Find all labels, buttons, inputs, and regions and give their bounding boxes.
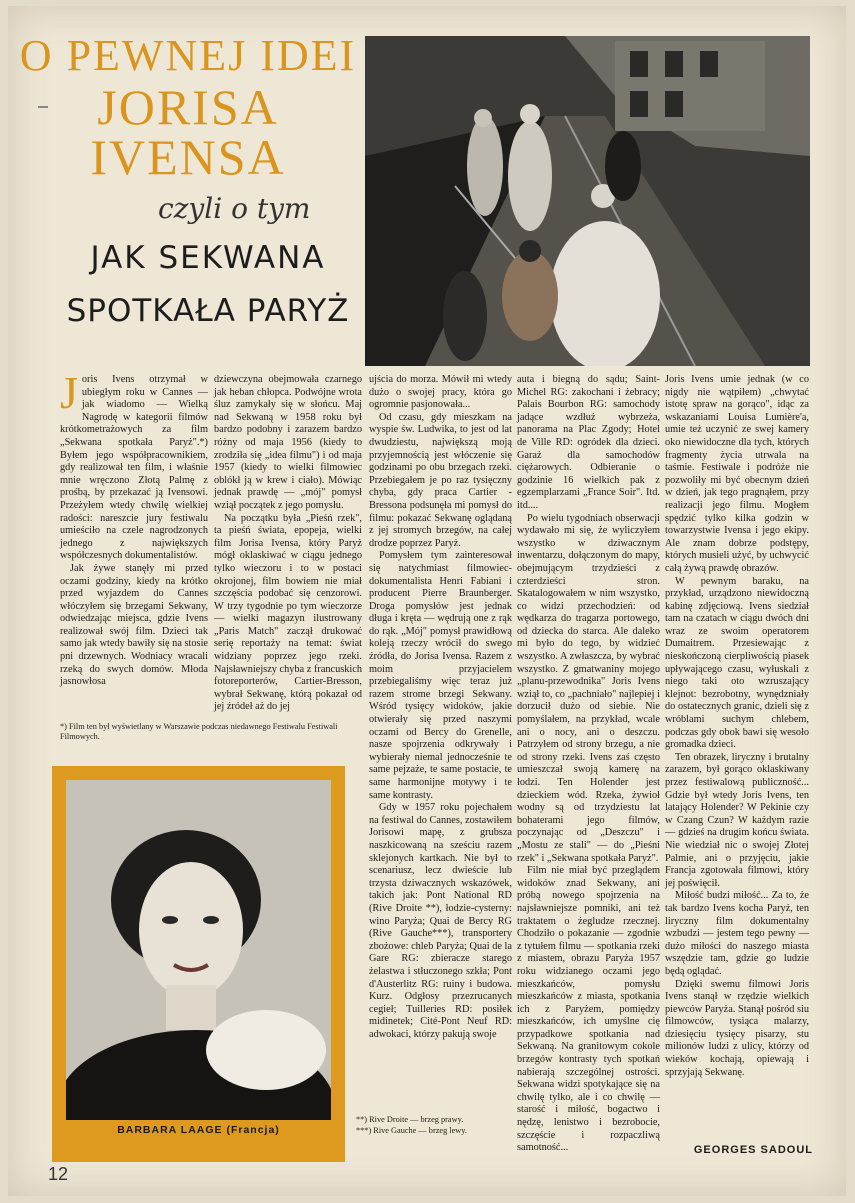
portrait-photo bbox=[66, 780, 331, 1120]
film-set-photo bbox=[365, 36, 810, 366]
paragraph: Miłość budzi miłość... Za to, że tak bardzo Ivens kocha Paryż, ten liryczny film dokumentalny wzbudzi — jestem tego pewny — dużo miłości do naszego miasta wszędzie tam, gdzie go ludzie będą oglądać. bbox=[665, 890, 809, 977]
drop-cap: J bbox=[60, 367, 78, 418]
page-number: 12 bbox=[48, 1164, 69, 1184]
paragraph: Ten obrazek, liryczny i brutalny zarazem, był gorąco oklaskiwany przez festiwalową publiczność... Gdzie był wtedy Joris Ivens, ten latający Holender? W Pekinie czy w Czang Czun? W każdym razie — gdzieś na drugim końcu świata. Nie wiedział nic o swojej Złotej Palmie, ani o przyjęciu, jakie Francja zgotowała filmowi, który jej poświęcił. bbox=[665, 751, 809, 889]
subtitle-line-1: JAK SEKWANA bbox=[90, 240, 326, 276]
paragraph: dziewczyna obejmowała czarnego jak heban chłopca. Podwójne wrota śluz zamykały się w słońcu. Maj nad Sekwaną w 1958 roku był bardzo podobny i zarazem bardzo różny od maja 1956 (kiedy to zrodziła się „idea filmu") i od maja 1957 (kiedy to wielki filmowiec oblókł ją w krew i ciało). Mówiąc jednak prawdę — „mój" pomysł wziął początek z jego pomysłu. bbox=[214, 374, 362, 511]
title-line-2: JORISA bbox=[97, 79, 279, 135]
film-set-photo-illustration bbox=[365, 36, 810, 366]
paragraph: Po wielu tygodniach obserwacji wydawało mi się, że wyliczyłem wszystko w dziwacznym inwentarzu, dołączonym do mapy, obejmującym trzydzieści z czterdzieści stron. Skatalogowałem w nim wszystko, co widzi przechodzień: od wędkarza do tragarza portowego, od dziecka do starca. Ale daleko mi było do tego, by widzieć wszystko. A zwłaszcza, by wybrać wszystko. Z gmatwaniny mojego „planu-przewodnika" Joris Ivens wziął to, co „pachniało" najlepiej i dorzucił dużo od siebie. Nie pomyślałem, na przykład, wcale ani o nocy, ani o deszczu. Patrzyłem od strony brzegu, a nie od strony rzeki. Ivens zaś często umieszczał swoją kamerę na łodzi. Ten Holender jest dzieckiem wód. Rzeka, żywioł wodny są od trzydziestu lat bohaterami jego filmów, poczynając od „Deszczu" i „Mostu ze stali" — do „Pieśni rzek" i „Sekwana spotkała Paryż". bbox=[517, 512, 660, 864]
footnote-film: *) Film ten był wyświetlany w Warszawie podczas niedawnego Festiwalu Festiwali Filmowych. bbox=[60, 722, 338, 741]
footnote-rive bbox=[356, 1114, 506, 1136]
footnote-rive-droite: **) Rive Droite — brzeg prawy. bbox=[356, 1115, 464, 1124]
portrait-illustration bbox=[66, 780, 331, 1120]
paragraph: Od czasu, gdy mieszkam na wyspie św. Ludwika, to jest od lat dwudziestu, największą moją przyjemnością jest włóczenie się godzinami po obu brzegach rzeki. Przebiegałem je po raz tysięczny chyba, gdy praca Cartier - Bressona podsunęła mi pomysł do filmu: pokazać Sekwanę oglądaną z jej stromych brzegów, na całej drodze poprzez Paryż. bbox=[369, 411, 512, 549]
subtitle-script: czyli o tym bbox=[158, 192, 311, 225]
paragraph: Dzięki swemu filmowi Joris Ivens stanął w rzędzie wielkich piewców Paryża. Stanął pośród siu filmowców, tysiąca malarzy, dziesięciu tysięcy pisarzy, stu milionów ludzi z ulicy, którzy od wieków kochają, opiewają i sprzyjają Sekwanę. bbox=[665, 978, 809, 1078]
photo-caption: BARBARA LAAGE (Francja) bbox=[117, 1124, 280, 1136]
magazine-page bbox=[8, 6, 846, 1196]
title-line-3: IVENSA bbox=[90, 129, 286, 185]
article-column-1 bbox=[60, 367, 208, 689]
paragraph: Jak żywe stanęły mi przed oczami godziny, kiedy na krótko przed wyjazdem do Cannes włóczyłem się brzegami Sekwany, odwiedzając miejsca, gdzie Ivens realizował swój film. Dzieci tak samo jak wtedy bawiły się na stosie pni drzewnych. Wodniacy wracali rzeką do swych domów. Młoda jasnowłosa bbox=[60, 562, 208, 688]
title-line-1: O PEWNEJ IDEI bbox=[19, 31, 357, 80]
article-column-2 bbox=[214, 374, 362, 714]
article-column-4 bbox=[517, 374, 660, 1155]
paragraph: Film nie miał być przeglądem widoków znad Sekwany, ani próbą nowego spojrzenia na najsławniejsze pomniki, ani też traktatem o żegludze rzecznej. Chodziło o pokazanie — zgodnie z tytułem filmu — spotkania rzeki z miastem, obrazu Paryża 1957 roku widzianego oczami jego mieszkańców, pomysłu mieszkańców z miasta, spotkania ich z Paryżem, pomiędzy mieszkańców, ich umyślne cię przypadkowe spotkania nad Sekwaną. Na granitowym cokole brzegów kontrasty tych spotkań nabierają szczególnej ostrości. Sekwana widzi spotykające się na chwilę tylko, ale i co chwilę — starość i miłość, bogactwo i nędzę, lenistwo i bezrobocie, szczęście i rozpaczliwą samotność... bbox=[517, 865, 660, 1154]
paragraph: ujścia do morza. Mówił mi wtedy dużo o swojej pracy, która go ogromnie pasjonowała... bbox=[369, 374, 512, 411]
portrait-frame bbox=[52, 766, 345, 1162]
article-column-5 bbox=[665, 374, 809, 1079]
subtitle-line-2: SPOTKAŁA PARYŻ bbox=[66, 293, 350, 329]
paragraph: auta i biegną do sądu; Saint-Michel RG: zakochani i żebracy; Palais Bourbon RG: samochody jadące wzdłuż wybrzeża, panorama na Plac Zgody; Hotel de Ville RD: ogródek dla dzieci. Garaż dla samochodów ciężarowych. Odbieranie o godzinie 16 wielkich pak z egzemplarzami „France Soir". Itd. itd.... bbox=[517, 374, 660, 511]
author-name: GEORGES SADOUL bbox=[693, 1144, 813, 1156]
paragraph: Joris Ivens umie jednak (w co nigdy nie wątpiłem) „chwytać istotę spraw na gorąco", idąc za wskazaniami Louisa Lumière'a, umie też uczynić ze swej kamery oko niewidoczne dla tych, których fragmenty życia utrwala na taśmie. Festiwale i podróże nie pozwoliły mi być obecnym dzień w dzień, jak tego pragnąłem, przy realizacji jego filmu. Mogłem spędzić tylko kilka godzin w towarzystwie Ivensa i jego ekipy. Ale znam dobrze podstępy, których musieli użyć, by uchwycić całą żywą prawdę obrazów. bbox=[665, 374, 809, 574]
footnote-rive-gauche: ***) Rive Gauche — brzeg lewy. bbox=[356, 1126, 467, 1135]
paragraph: oris Ivens otrzymał w ubiegłym roku w Cannes — jak wiadomo — Wielką Nagrodę w kategorii filmów krótkometrażowych za film „Sekwana spotkała Paryż".*) Byłem jego współpracownikiem, gdy realizował ten film, i właśnie mnie wręczono Złotą Palmę z prośbą, by przekazać ją Ivensowi. Przeżyłem wtedy chwilę wielkiej radości: nareszcie jury festiwalu umieściło na czele nagrodzonych jednego z największych współczesnych dokumentalistów. bbox=[60, 374, 208, 562]
paragraph: Na początku była „Pieśń rzek", ta pieśń świata, epopeja, wielki film Jorisa Ivensa, który Paryż mógł oklaskiwać w ciągu jednego tylko wieczoru i to w postaci okrojonej, film bowiem nie miał szczęścia podobać się cenzorowi. W trzy tygodnie po tym wieczorze — wielki magazyn ilustrowany „Paris Match" zaczął drukować serię reportaży na temat: świat widziany poprzez jego rzeki. Najsławniejszy chyba z francuskich fotoreporterów, Cartier-Bresson, wybrał Sekwanę, którą pokazał od jej źródeł aż do jej bbox=[214, 512, 362, 713]
article-column-3 bbox=[369, 374, 512, 1041]
paragraph: W pewnym baraku, na przykład, urządzono niewidoczną kabinę zdjęciową. Ivens siedział tam na czatach w ciągu dwóch dni wraz ze swoim operatorem Dumaitrem. Przesiewając z nieskończoną cierpliwością piasek upływającego czasu, wyłuskali z niego taki oto wzruszający klejnot: bezrobotny, wynędzniały do ostatecznych granic, dzieli się z wróblami suchym chlebem, podczas gdy obok bawi się wesoło gromadka dzieci. bbox=[665, 575, 809, 751]
paragraph: Gdy w 1957 roku pojechałem na festiwal do Cannes, zostawiłem Jorisowi mapę, z grubsza naszkicowaną na sześciu razem sklejonych kartkach. Nie był to scenariusz, lecz dwieście lub trzysta dziwacznych wskazówek, takich jak: Pont National RD (Rive Droite **), łodzie-cysterny: wino Paryża; Quai de Bercy RG (Rive Gauche***), transportery zbożowe: chleb Paryża; Quai de la Gare RG: zbieracze starego żelastwa i stłuczonego szkła; Pont d'Austerlitz RG: ruiny i budowa. Kurz. Odgłosy przezrucanych cegieł; Tuilleries RD: posiłek midinetek; Cité-Pont Neuf RD: adwokaci, którzy pakują swoje bbox=[369, 802, 512, 1040]
paragraph: Pomysłem tym zainteresował się natychmiast filmowiec-dokumentalista Henri Fabiani i producent Pierre Braunberger. Droga pomysłów jest jednak długa i kręta — wędrują one z rąk do rąk. „Mój" pomysł prawidłową koleją rzeczy wrócił do swego źródła, do Jorisa Ivensa. Razem z moim przyjacielem przebiegaliśmy więc teraz już razem strome brzegi Sekwany. Wśród tysięcy widoków, jakie otwierały się przed naszymi oczami od Bercy do Grenelle, nasze spojrzenia odkrywały i wybierały niemal jednocześnie te same pejzaże, te same postacie, te same harmonijne motywy i te same kontrasty. bbox=[369, 550, 512, 801]
